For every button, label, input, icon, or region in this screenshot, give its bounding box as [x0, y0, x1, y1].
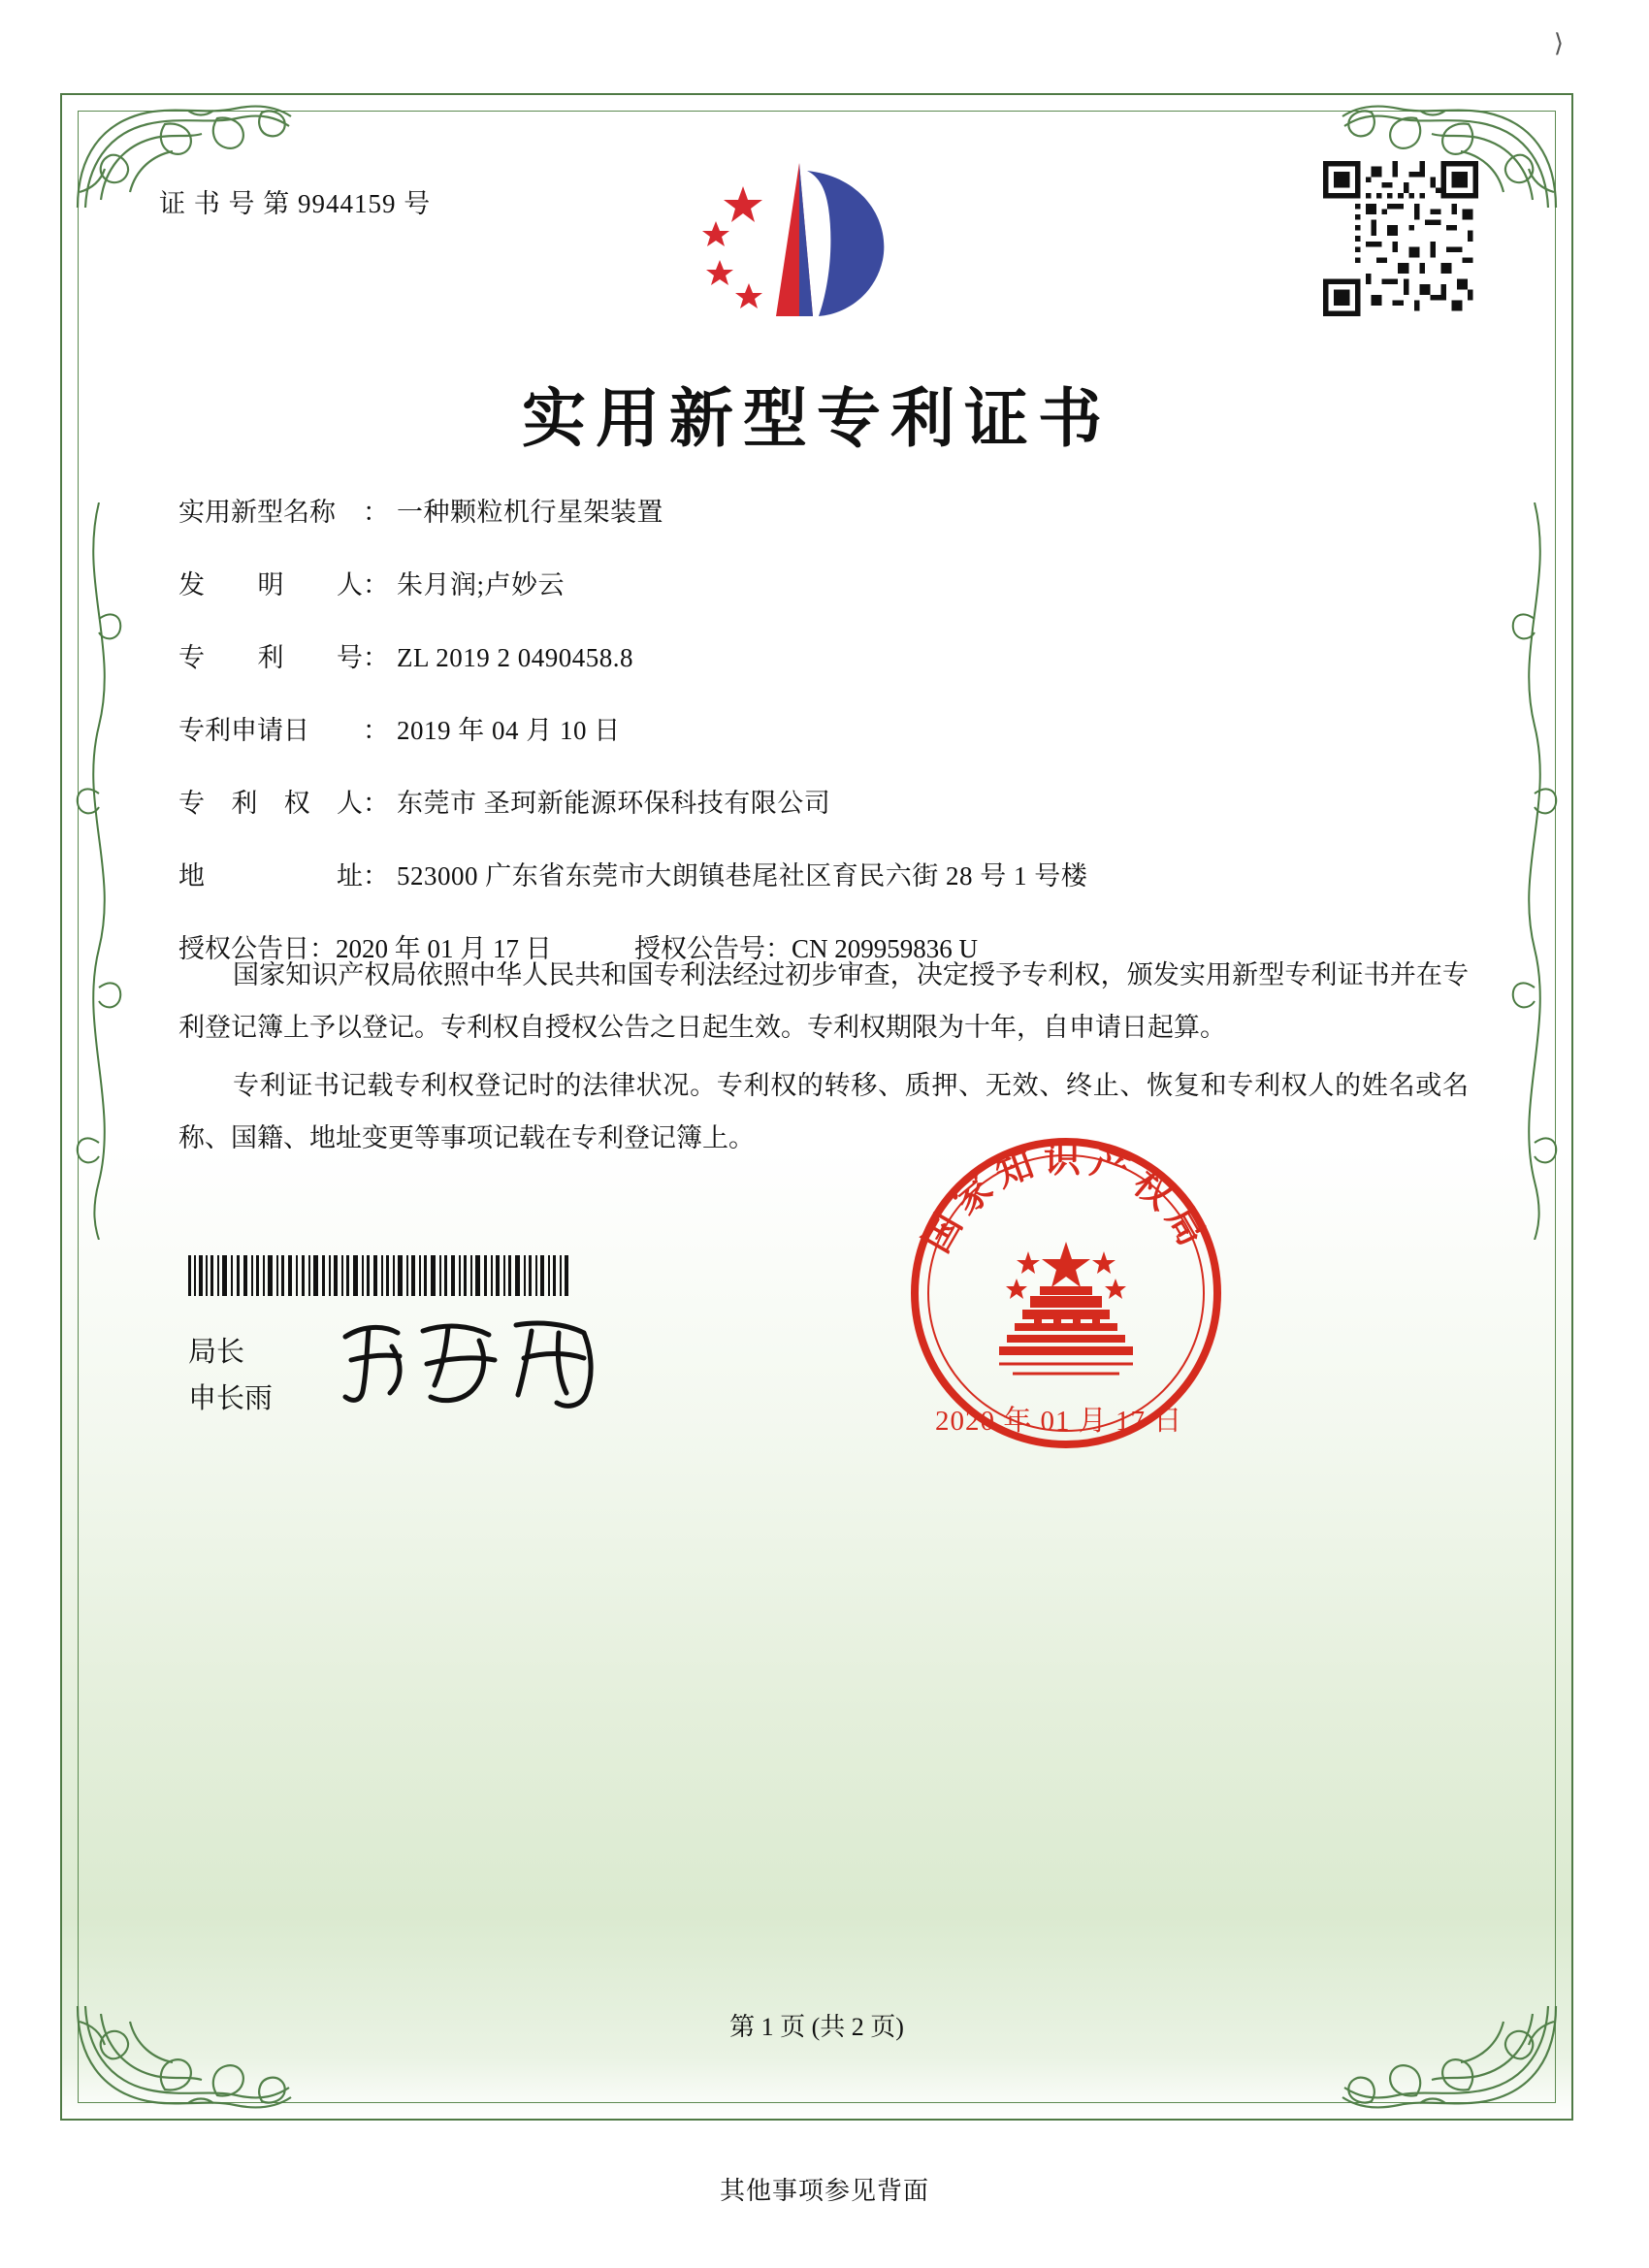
- page-indicator: 第 1 页 (共 2 页): [729, 2013, 904, 2041]
- announcement-number-value: CN 209959836 U: [792, 934, 979, 963]
- side-vine-left-icon: [70, 502, 128, 1240]
- field-colon: ：: [363, 789, 389, 818]
- certificate-number: 证 书 号 第 9944159 号: [159, 189, 432, 218]
- announcement-date-value: 2020 年 01 月 17 日: [336, 934, 552, 963]
- page-title: 实用新型专利证书: [522, 380, 1112, 456]
- field-value: 523000 广东省东莞市大朗镇巷尾社区育民六街 28 号 1 号楼: [397, 861, 1088, 891]
- field-label-char: 利: [257, 643, 284, 672]
- field-row-patentee: [178, 782, 1478, 820]
- field-label-char: 址: [337, 861, 363, 891]
- signature-block: [188, 1329, 273, 1422]
- cnipa-logo-icon: [683, 153, 906, 328]
- field-value: 2019 年 04 月 10 日: [397, 716, 621, 745]
- announcement-number-label: 授权公告号: [634, 934, 765, 963]
- field-list: [178, 491, 1478, 994]
- field-label-char: 权: [283, 789, 310, 818]
- field-label-char: 专: [178, 789, 205, 818]
- field-label-char: 利: [231, 789, 258, 818]
- field-colon: ：: [363, 570, 389, 599]
- field-colon: ：: [363, 498, 389, 527]
- signature-name: 申长雨: [188, 1383, 274, 1414]
- legal-text-block: [178, 949, 1469, 1170]
- paragraph-registry: 专利证书记载专利权登记时的法律状况。专利权的转移、质押、无效、终止、恢复和专利权人的姓名或名称、国籍、地址变更等事项记载在专利登记簿上。: [178, 1071, 1469, 1152]
- field-value: 一种颗粒机行星架装置: [397, 498, 663, 527]
- footer-note: 其他事项参见背面: [719, 2177, 929, 2205]
- field-label: [178, 855, 363, 892]
- field-colon: ：: [363, 643, 389, 672]
- signature-title: 局长: [188, 1337, 245, 1368]
- field-label: [178, 564, 363, 601]
- field-row-application-date: [178, 709, 1478, 747]
- field-row-address: [178, 855, 1478, 892]
- field-label-char: 号: [337, 643, 363, 672]
- field-label-char: 人: [336, 789, 363, 818]
- barcode-icon: [188, 1255, 576, 1296]
- field-label: 专利申请日: [178, 716, 309, 745]
- qr-code-icon: [1323, 161, 1478, 316]
- field-row-inventor: [178, 564, 1478, 601]
- field-label: 实用新型名称: [178, 498, 336, 527]
- field-colon: ：: [765, 934, 792, 963]
- field-label-char: 地: [178, 861, 205, 891]
- field-value: ZL 2019 2 0490458.8: [397, 643, 633, 672]
- field-row-patent-number: [178, 636, 1478, 674]
- certificate-frame: [60, 93, 1573, 2121]
- field-row-utility-model-name: [178, 491, 1478, 529]
- handwritten-signature-icon: [334, 1308, 615, 1414]
- field-value: 东莞市 圣珂新能源环保科技有限公司: [397, 789, 831, 818]
- field-colon: ：: [363, 861, 389, 891]
- field-colon: ：: [363, 716, 389, 745]
- field-value: 朱月润;卢妙云: [397, 570, 566, 599]
- corner-scan-mark: ⟩: [1553, 29, 1564, 57]
- field-label-char: 明: [257, 570, 284, 599]
- paragraph-grant: 国家知识产权局依照中华人民共和国专利法经过初步审查，决定授予专利权，颁发实用新型专利证书并在专利登记簿上予以登记。专利权自授权公告之日起生效。专利权期限为十年，自申请日起算。: [178, 960, 1469, 1042]
- field-label-char: 发: [178, 570, 205, 599]
- field-label: [178, 636, 363, 674]
- field-label: [178, 782, 363, 820]
- side-vine-right-icon: [1505, 502, 1564, 1240]
- seal-date: 2020 年 01 月 17 日: [935, 1406, 1183, 1437]
- field-colon: ：: [309, 934, 336, 963]
- field-label-char: 人: [337, 570, 363, 599]
- announcement-date-label: 授权公告日: [178, 934, 309, 963]
- svg-text:国家知识产权局: 国家知识产权局: [914, 1137, 1218, 1260]
- field-label-char: 专: [178, 643, 205, 672]
